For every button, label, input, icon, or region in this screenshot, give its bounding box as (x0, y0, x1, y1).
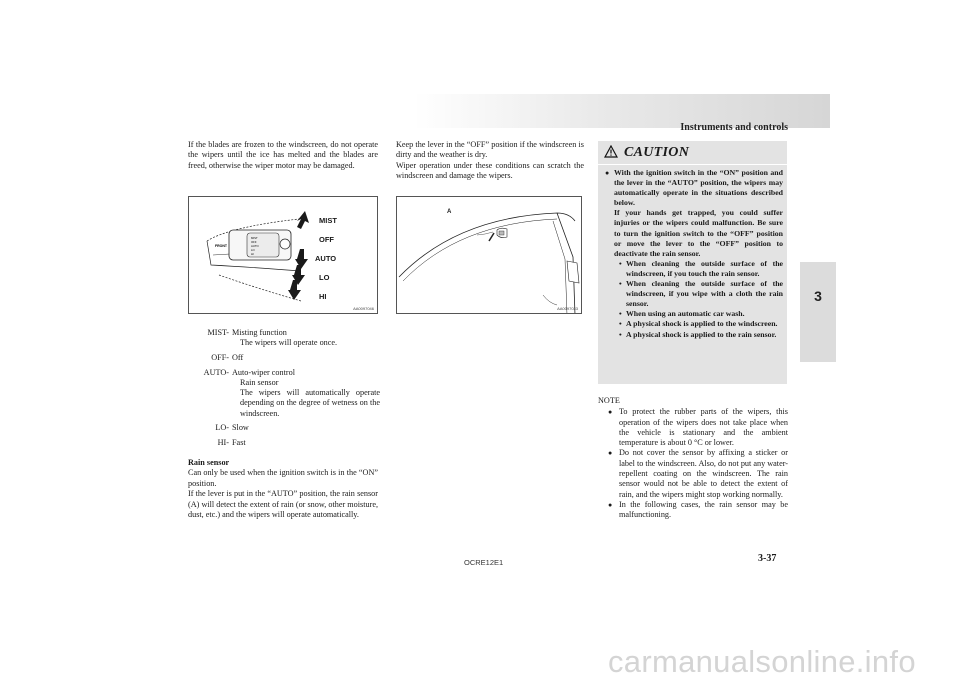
mode-term: MIST- (207, 328, 229, 337)
rain-sensor-figure (396, 196, 582, 314)
caution-title: CAUTION (624, 145, 690, 160)
bullet-dot-icon: ● (608, 500, 613, 509)
rain-sensor-paragraph: Can only be used when the ignition switch is in the “ON” position. (188, 468, 378, 488)
caution-item-text: A physical shock is applied to the windscreen. (626, 319, 778, 329)
mode-desc-sub: Rain sensor (240, 378, 279, 387)
note-section (598, 396, 788, 521)
rain-sensor-paragraph: If the lever is put in the “AUTO” position, the rain sensor (A) will detect the extent of rain (or snow, other moisture, dust, etc.) and the wipers will operate automatically. (188, 489, 378, 520)
mode-desc: Misting function (232, 328, 287, 337)
page-number: 3-37 (758, 553, 777, 564)
column2-text (396, 140, 584, 182)
list-item: • A physical shock is applied to the windscreen. (619, 319, 778, 329)
note-item-text: Do not cover the sensor by affixing a sticker or label to the windscreen. Also, do not put any water-repellent coating on the windscreen. The rain sensor would not be able to detect the extent of rain, and the wipers might stop working normally. (619, 448, 788, 499)
figure-code: AA0097033 (557, 306, 578, 311)
mode-term: HI- (217, 438, 229, 448)
svg-text:AUTO: AUTO (251, 244, 259, 248)
chapter-tab (800, 262, 836, 362)
wiper-lever-figure (188, 196, 378, 314)
figure-code: AA0097046 (353, 306, 374, 311)
rain-sensor-section (188, 458, 378, 520)
mode-mist (188, 328, 380, 348)
section-title: Instruments and controls (680, 122, 788, 133)
mode-desc: Slow (232, 423, 249, 433)
caution-header (598, 141, 787, 165)
mode-hi (188, 438, 380, 448)
bullet-dot-icon: ● (605, 169, 610, 177)
list-item (598, 407, 788, 448)
wiper-lever-illustration (189, 197, 378, 314)
rain-sensor-heading: Rain sensor (188, 458, 230, 467)
svg-text:HI: HI (251, 252, 254, 256)
auto-label: AUTO (315, 254, 337, 263)
note-heading: NOTE (598, 396, 620, 405)
sensor-label-a: A (447, 209, 452, 215)
mode-term: OFF- (211, 353, 229, 362)
lo-label: LO (319, 273, 330, 282)
mist-label: MIST (319, 216, 337, 225)
note-item-text: In the following cases, the rain sensor may be malfunctioning. (619, 499, 788, 520)
svg-text:FRONT: FRONT (215, 244, 228, 248)
warning-triangle-icon (604, 145, 618, 158)
caution-body (605, 168, 783, 340)
mode-desc-sub: The wipers will operate once. (240, 338, 338, 348)
mode-desc-sub: The wipers will automatically operate depending on the degree of wetness on the windscreen. (240, 388, 380, 418)
svg-text:MIST: MIST (251, 236, 258, 240)
mode-desc: Fast (232, 438, 246, 448)
off-position-paragraph: Keep the lever in the “OFF” position if the windscreen is dirty and the weather is dry. (396, 140, 584, 160)
mode-lo (188, 423, 380, 433)
caution-item-text: When using an automatic car wash. (626, 309, 745, 319)
bullet-dot-icon: ● (608, 408, 613, 417)
document-code: OCRE12E1 (464, 558, 504, 567)
bullet-dot-icon: ● (608, 449, 613, 458)
list-item: • When cleaning the outside surface of the windscreen, if you wipe with a cloth the rain sensor. (619, 279, 783, 309)
chapter-tab-number: 3 (814, 288, 822, 304)
list-item (598, 500, 788, 521)
note-item-text: To protect the rubber parts of the wipers, this operation of the wipers does not take place when the vehicle is stationary and the ambient temperature is about 0 °C or lower. (619, 407, 788, 448)
list-item (598, 448, 788, 499)
list-item: • When using an automatic car wash. (619, 309, 745, 319)
caution-main-bullet: With the ignition switch in the “ON” position and the lever in the “AUTO” position, the wipers may automatically operate in the situations described below. (614, 168, 783, 208)
scratch-warning-paragraph: Wiper operation under these conditions can scratch the windscreen and damage the wipers. (396, 160, 584, 181)
caution-item-list (605, 259, 783, 340)
windscreen-illustration (397, 197, 582, 314)
intro-paragraph: If the blades are frozen to the windscreen, do not operate the wipers until the ice has melted and the blades are freed, otherwise the wiper motor may be damaged. (188, 140, 378, 170)
svg-text:OFF: OFF (251, 240, 257, 244)
mode-term: LO- (215, 423, 229, 433)
mode-desc: Off (232, 353, 244, 362)
list-item: • When cleaning the outside surface of the windscreen, if you touch the rain sensor. (619, 258, 783, 278)
wiper-modes-list (188, 328, 380, 453)
mode-auto (188, 368, 380, 419)
off-label: OFF (319, 235, 334, 244)
hi-label: HI (319, 292, 327, 301)
caution-main-continuation: If your hands get trapped, you could suffer injuries or the wipers could malfunction. Be sure to turn the ignition switch to the “OFF” position or move the lever to the “OFF” position to deactivate the rain sensor. (614, 208, 783, 258)
mode-term: AUTO- (203, 367, 229, 377)
caution-item-text: When cleaning the outside surface of the windscreen, if you touch the rain sensor. (626, 258, 783, 278)
caution-item-text: A physical shock is applied to the rain sensor. (626, 329, 777, 339)
mist-arrow-icon (297, 211, 309, 229)
list-item: • A physical shock is applied to the rain sensor. (619, 329, 777, 339)
watermark: carmanualsonline.info (608, 644, 916, 679)
mode-desc: Auto-wiper control (232, 367, 295, 377)
caution-box (598, 141, 787, 384)
sensor-leader-line (477, 232, 493, 235)
caution-item-text: When cleaning the outside surface of the windscreen, if you wipe with a cloth the rain sensor. (626, 279, 783, 309)
svg-text:LO: LO (251, 248, 255, 252)
mode-off (188, 353, 380, 363)
